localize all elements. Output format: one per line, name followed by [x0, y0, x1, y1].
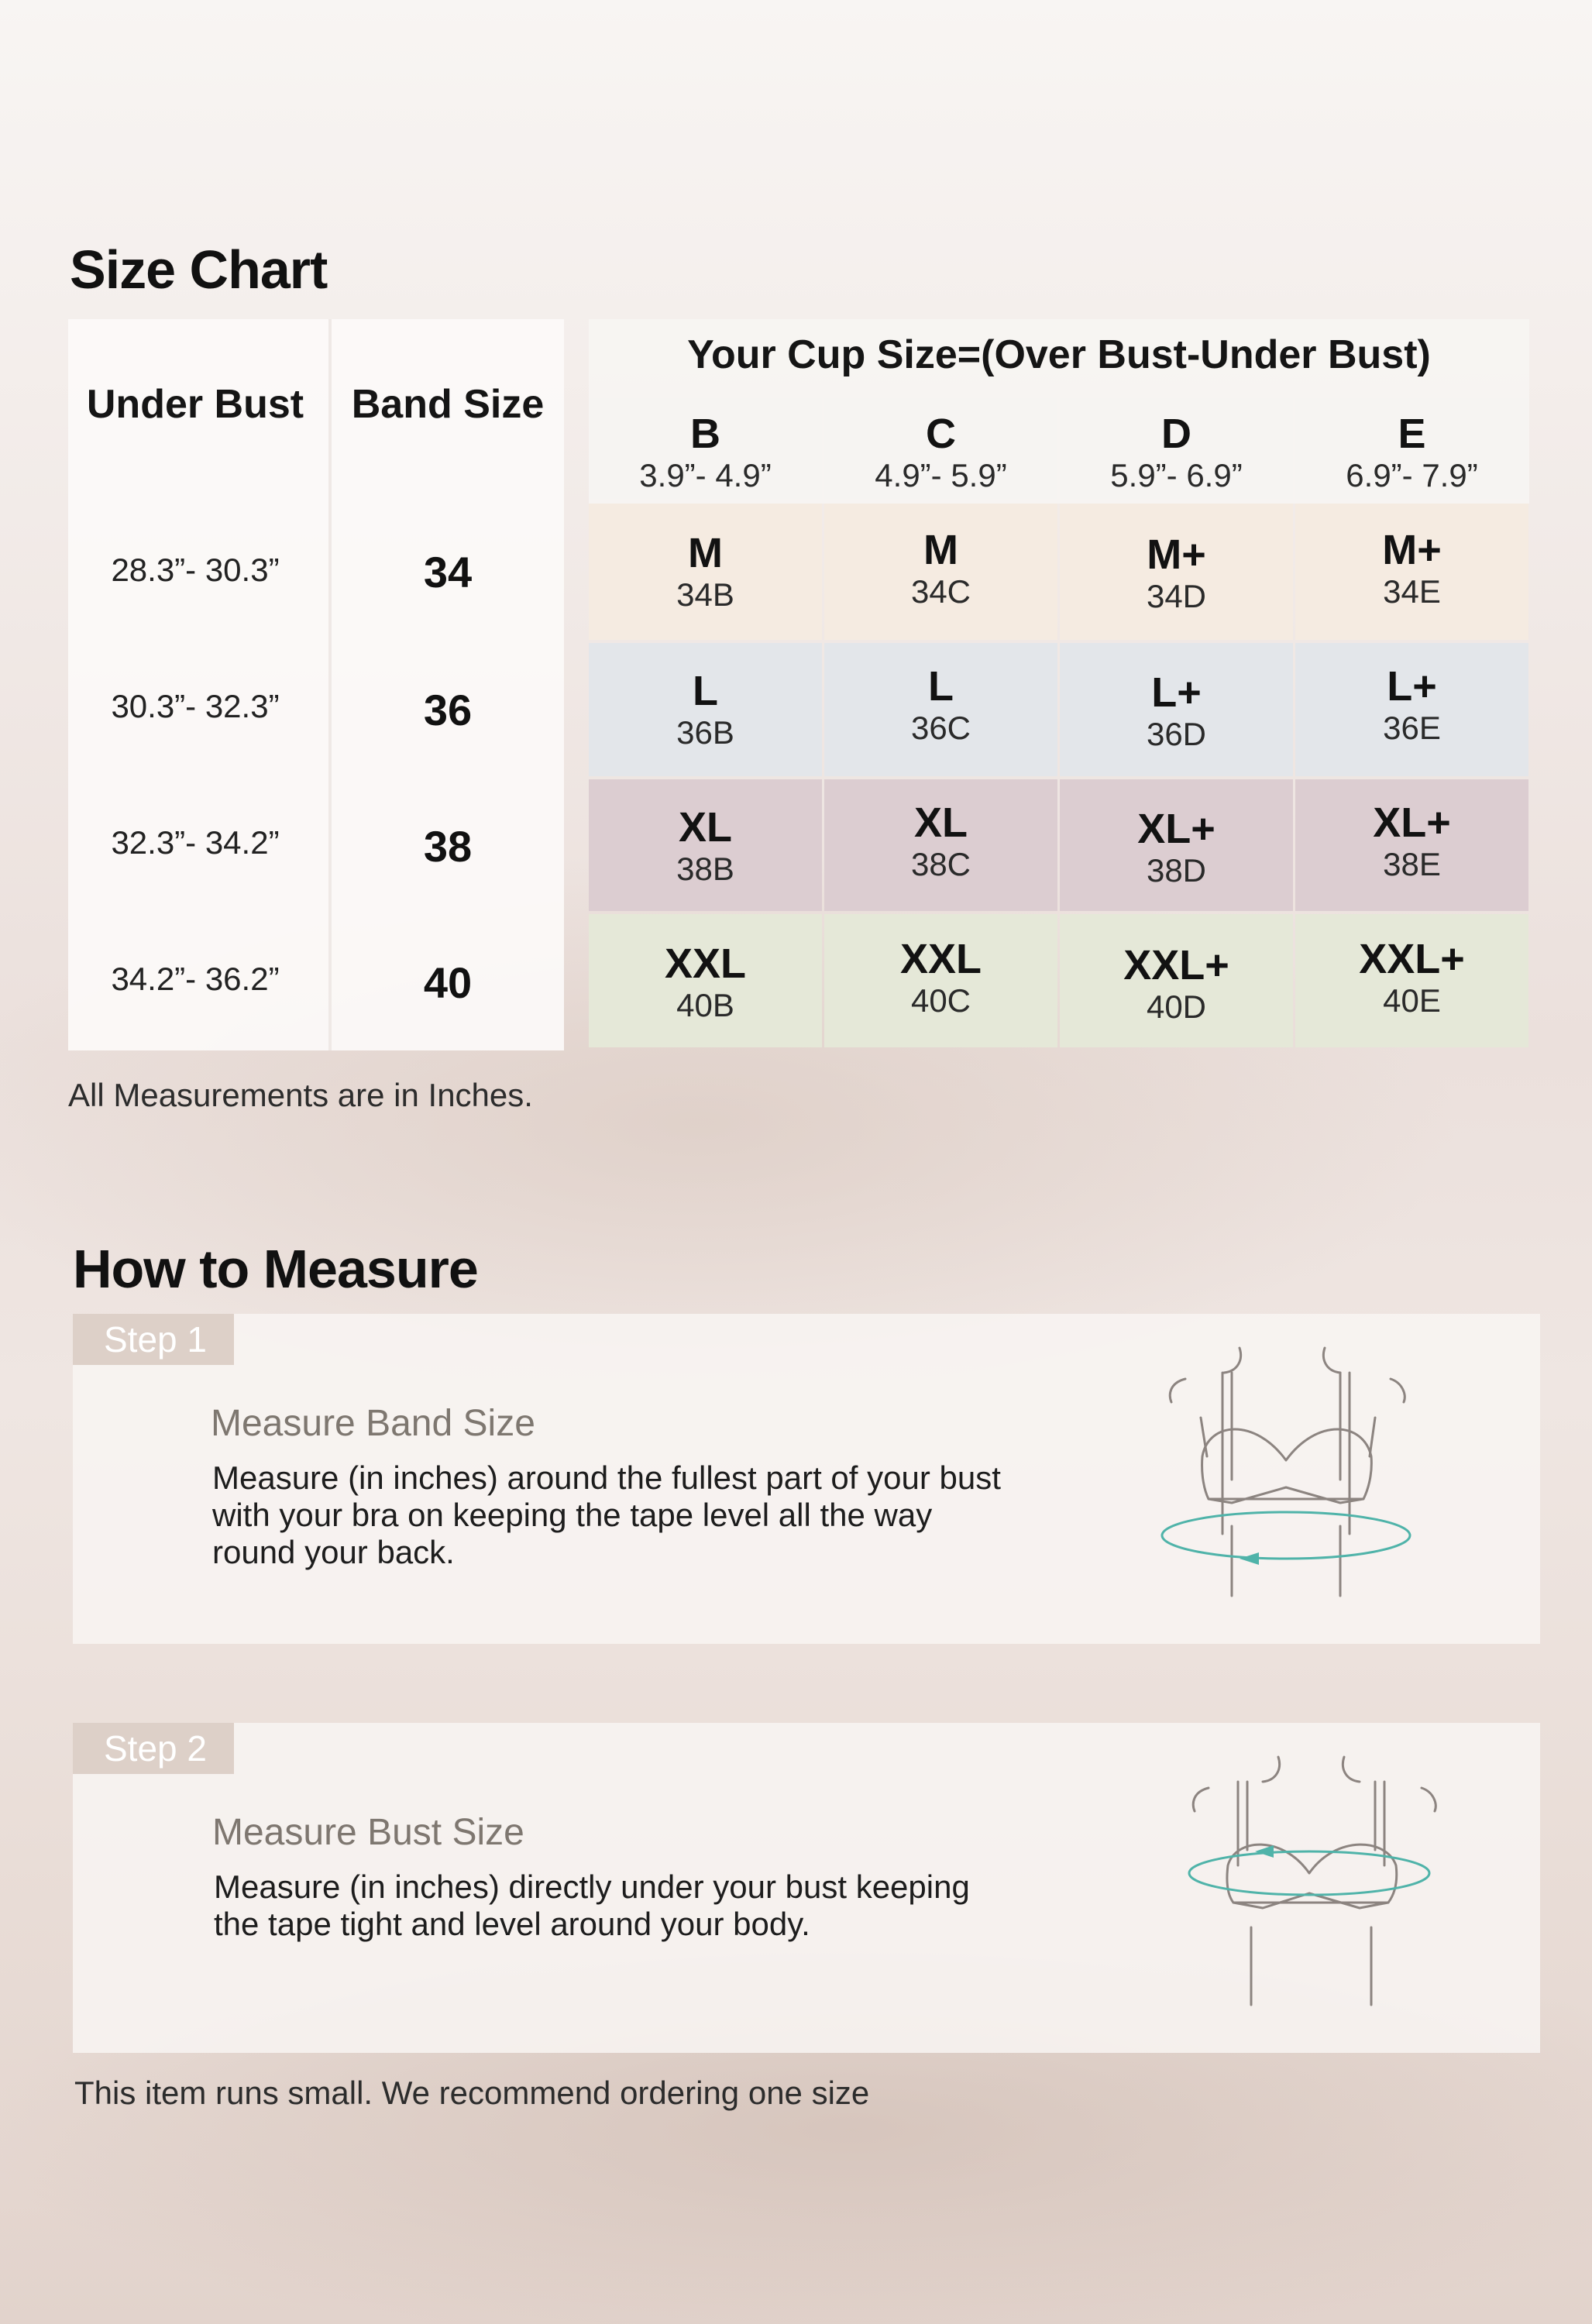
- under-bust-value: 34.2”- 36.2”: [111, 961, 280, 997]
- size-cell-34c: [824, 504, 1057, 640]
- size-label: M+: [1382, 527, 1442, 573]
- size-code: 38D: [1146, 852, 1207, 889]
- step-1-title: Measure Band Size: [211, 1403, 535, 1444]
- size-code: 38C: [910, 846, 971, 882]
- size-code: 40E: [1383, 982, 1441, 1019]
- step-2-tab: Step 2: [73, 1723, 234, 1774]
- cup-header-c: [824, 398, 1057, 499]
- measurement-note: All Measurements are in Inches.: [68, 1077, 533, 1113]
- step-2-line: the tape tight and level around your body.: [214, 1906, 810, 1942]
- size-cell-34e: [1295, 504, 1528, 640]
- cup-size-title: Your Cup Size=(Over Bust-Under Bust): [687, 332, 1431, 377]
- size-code: 36C: [910, 710, 971, 746]
- size-label: XL+: [1373, 799, 1451, 846]
- cup-letter: C: [926, 411, 956, 457]
- size-code: 34D: [1146, 578, 1207, 614]
- size-label: L+: [1387, 663, 1437, 710]
- step-2-title: Measure Bust Size: [212, 1812, 524, 1853]
- band-size-value: 38: [423, 822, 473, 871]
- cup-letter: E: [1398, 411, 1426, 457]
- cup-range: 5.9”- 6.9”: [1110, 457, 1243, 493]
- size-label: L+: [1151, 669, 1202, 716]
- size-cell-40d: [1060, 914, 1293, 1047]
- cup-letter: B: [690, 411, 720, 457]
- step-1-text: [212, 1459, 1111, 1571]
- size-label: XXL+: [1359, 936, 1465, 982]
- under-bust-value: 30.3”- 32.3”: [111, 688, 280, 724]
- band-size-value: 40: [423, 958, 473, 1007]
- size-cell-36e: [1295, 643, 1528, 776]
- step-1-line: round your back.: [212, 1534, 455, 1570]
- under-bust-value: 32.3”- 34.2”: [111, 824, 280, 861]
- size-code: 34E: [1383, 573, 1441, 610]
- size-cell-38c: [824, 779, 1057, 911]
- size-label: M: [688, 530, 723, 576]
- size-code: 40D: [1146, 988, 1207, 1025]
- size-code: 40C: [910, 982, 971, 1019]
- size-code: 34B: [676, 576, 734, 613]
- size-label: XXL+: [1123, 942, 1229, 988]
- size-label: XXL: [664, 940, 747, 987]
- size-chart-title: Size Chart: [70, 239, 328, 300]
- size-cell-40c: [824, 914, 1057, 1047]
- size-cell-34b: [589, 504, 822, 640]
- size-cell-34d: [1060, 504, 1293, 640]
- size-cell-38e: [1295, 779, 1528, 911]
- size-cell-36b: [589, 643, 822, 776]
- size-label: XL+: [1137, 806, 1215, 852]
- cup-header-d: [1060, 398, 1293, 499]
- step-2-line: Measure (in inches) directly under your bust keeping: [214, 1868, 970, 1905]
- size-code: 40B: [676, 987, 734, 1023]
- cup-header-e: [1295, 398, 1528, 499]
- cup-header-b: [589, 398, 822, 499]
- size-code: 38B: [676, 851, 734, 887]
- size-label: XL: [913, 799, 968, 846]
- size-cell-40b: [589, 914, 822, 1047]
- size-cell-36d: [1060, 643, 1293, 776]
- how-to-measure-title: How to Measure: [73, 1239, 478, 1299]
- size-cell-40e: [1295, 914, 1528, 1047]
- band-size-value: 36: [423, 686, 473, 734]
- size-code: 34C: [910, 573, 971, 610]
- size-label: XXL: [899, 936, 982, 982]
- under-bust-header: Under Bust: [86, 382, 304, 427]
- band-size-header: Band Size: [351, 382, 545, 427]
- size-label: M+: [1147, 531, 1206, 578]
- bra-band-measure-icon: [1154, 1340, 1433, 1619]
- size-cell-38d: [1060, 779, 1293, 911]
- step-1-tab: Step 1: [73, 1314, 234, 1365]
- cup-range: 3.9”- 4.9”: [639, 457, 772, 493]
- size-label: M: [923, 527, 958, 573]
- bra-bust-measure-icon: [1178, 1749, 1456, 2028]
- size-label: L: [693, 668, 718, 714]
- size-code: 36E: [1383, 710, 1441, 746]
- size-code: 38E: [1383, 846, 1441, 882]
- under-bust-value: 28.3”- 30.3”: [111, 552, 280, 588]
- size-label: L: [928, 663, 954, 710]
- size-cell-38b: [589, 779, 822, 911]
- step-1-line: Measure (in inches) around the fullest part of your bust: [212, 1459, 1001, 1496]
- size-code: 36D: [1146, 716, 1207, 752]
- size-cell-36c: [824, 643, 1057, 776]
- cup-letter: D: [1161, 411, 1191, 457]
- cup-range: 4.9”- 5.9”: [875, 457, 1007, 493]
- sizing-footer-note: This item runs small. We recommend ordering one size: [74, 2075, 870, 2111]
- band-size-value: 34: [423, 548, 473, 596]
- step-1-line: with your bra on keeping the tape level all the way: [212, 1497, 933, 1533]
- size-code: 36B: [676, 714, 734, 751]
- cup-range: 6.9”- 7.9”: [1346, 457, 1478, 493]
- step-2-text: [214, 1868, 1112, 1943]
- size-label: XL: [678, 804, 732, 851]
